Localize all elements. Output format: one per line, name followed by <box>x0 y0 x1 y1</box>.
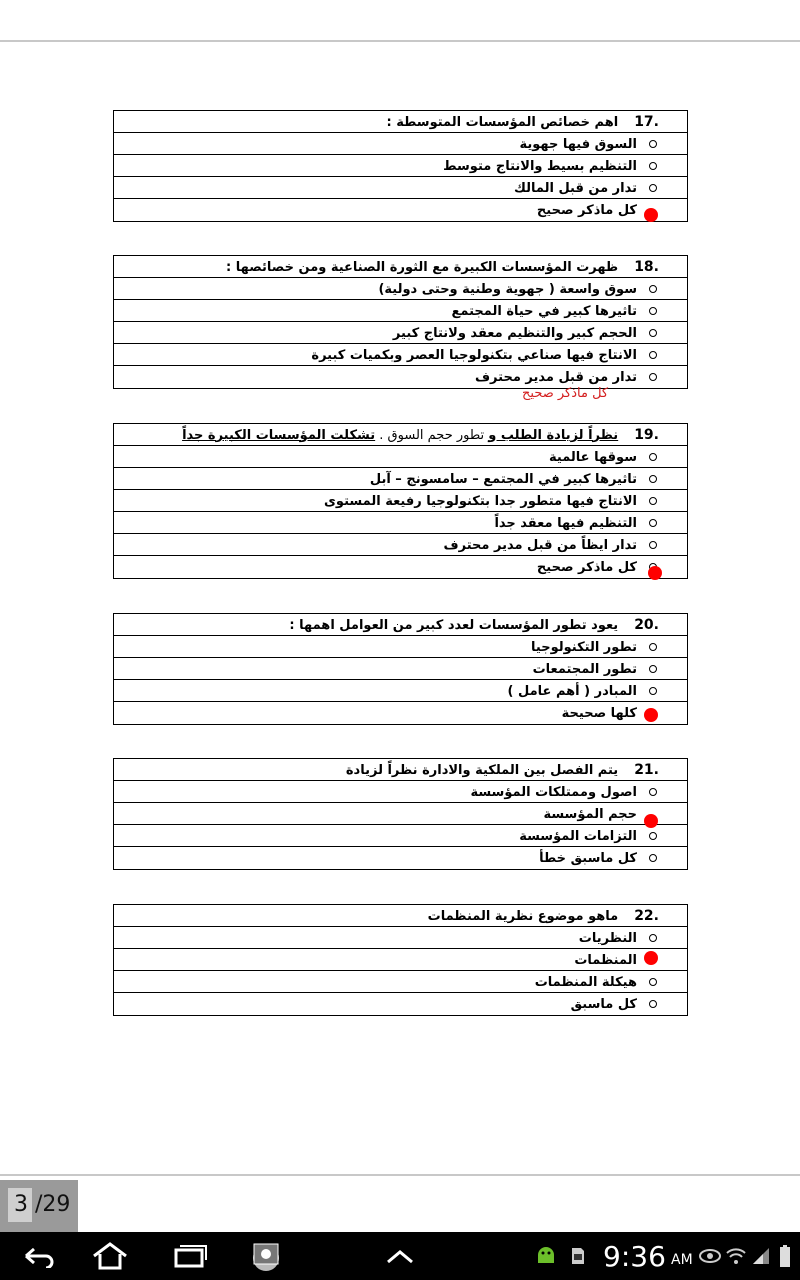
question-19-table <box>113 423 688 579</box>
wifi-icon <box>724 1244 748 1268</box>
option-text: المنظمات <box>574 952 637 968</box>
option-text: هيكلة المنظمات <box>534 974 637 990</box>
answer-mark-icon <box>644 951 658 965</box>
question-text: يعود تطور المؤسسات لعدد كبير من العوامل اهمها : <box>289 617 619 633</box>
answer-mark-icon <box>644 708 658 722</box>
option-bullet-icon <box>649 643 657 651</box>
option-text: التنظيم بسيط والانتاج متوسط <box>443 158 637 174</box>
system-navigation-bar <box>0 1232 800 1280</box>
question-18-table <box>113 255 688 389</box>
option-bullet-icon <box>649 1000 657 1008</box>
option-text: اصول وممتلكات المؤسسة <box>470 784 637 800</box>
option-text: سوق واسعة ( جهوية وطنية وحتى دولية) <box>378 281 637 297</box>
option-text: النظريات <box>578 930 637 946</box>
question-text: يتم الفصل بين الملكية والادارة نظراً لزيادة <box>345 762 619 778</box>
option-text: الانتاج فيها متطور جدا بتكنولوجيا رفيعة المستوى <box>324 493 637 509</box>
option-text: المبادر ( أهم عامل ) <box>507 683 637 699</box>
question-text: ماهو موضوع نظرية المنظمات <box>427 908 619 924</box>
answer-mark-icon <box>648 566 662 580</box>
question-number: 18. <box>634 259 659 275</box>
question-text: ظهرت المؤسسات الكبيرة مع الثورة الصناعية ومن خصائصها : <box>226 259 619 275</box>
question-22-table <box>113 904 688 1016</box>
question-number: 22. <box>634 908 659 924</box>
option-text: كل ماذكر صحيح <box>536 559 637 575</box>
option-text: السوق فيها جهوية <box>519 136 637 152</box>
option-bullet-icon <box>649 788 657 796</box>
clock-time: 9:36 <box>603 1240 666 1273</box>
option-text: تدار ايظاً من قبل مدير محترف <box>443 537 637 553</box>
option-bullet-icon <box>649 687 657 695</box>
option-bullet-icon <box>649 184 657 192</box>
question-text-part: نظراً لزيادة الطلب و <box>488 427 619 443</box>
option-bullet-icon <box>649 373 657 381</box>
back-icon[interactable] <box>16 1240 60 1272</box>
android-icon <box>534 1244 558 1268</box>
screenshot-icon[interactable] <box>244 1240 288 1272</box>
option-text: تدار من قبل المالك <box>514 180 637 196</box>
option-bullet-icon <box>649 541 657 549</box>
option-bullet-icon <box>649 978 657 986</box>
question-text: اهم خصائص المؤسسات المتوسطة : <box>386 114 619 130</box>
option-bullet-icon <box>649 832 657 840</box>
page-indicator-bar <box>0 1174 800 1232</box>
option-bullet-icon <box>649 307 657 315</box>
option-text: كل ماسبق خطأ <box>539 850 637 866</box>
battery-icon <box>776 1244 794 1268</box>
page-indicator[interactable] <box>0 1180 78 1232</box>
up-arrow-icon[interactable] <box>378 1240 422 1272</box>
question-number: 20. <box>634 617 659 633</box>
option-text: تاثيرها كبير في حياة المجتمع <box>451 303 637 319</box>
answer-note: كل ماذكر صحيح <box>522 386 609 401</box>
question-text-part: تطور حجم السوق . <box>375 427 489 443</box>
question-number: 21. <box>634 762 659 778</box>
option-bullet-icon <box>649 497 657 505</box>
option-text: كل ماذكر صحيح <box>536 202 637 218</box>
sd-card-icon <box>568 1244 588 1268</box>
option-bullet-icon <box>649 934 657 942</box>
option-bullet-icon <box>649 162 657 170</box>
option-bullet-icon <box>649 285 657 293</box>
option-text: كلها صحيحة <box>561 705 637 721</box>
option-text: تدار من قبل مدير محترف <box>474 369 637 385</box>
option-bullet-icon <box>649 665 657 673</box>
option-bullet-icon <box>649 453 657 461</box>
eye-icon <box>698 1244 722 1268</box>
question-number: 17. <box>634 114 659 130</box>
clock-ampm: AM <box>671 1252 693 1268</box>
option-bullet-icon <box>649 329 657 337</box>
question-21-table <box>113 758 688 870</box>
option-bullet-icon <box>649 140 657 148</box>
option-text: تطور المجتمعات <box>532 661 637 677</box>
question-17-table <box>113 110 688 222</box>
home-icon[interactable] <box>88 1240 132 1272</box>
option-bullet-icon <box>649 351 657 359</box>
option-text: تاثيرها كبير في المجتمع – سامسونج – آبل <box>369 471 637 487</box>
total-pages: /29 <box>35 1192 71 1217</box>
option-text: الحجم كبير والتنظيم معقد ولانتاج كبير <box>392 325 637 341</box>
option-text: الانتاج فيها صناعي بتكنولوجيا العصر وبكميات كبيرة <box>311 347 637 363</box>
option-bullet-icon <box>649 854 657 862</box>
option-text: التنظيم فيها معقد جداً <box>494 515 637 531</box>
option-text: كل ماسبق <box>570 996 637 1012</box>
question-text-part: تشكلت المؤسسات الكبيرة جداً <box>182 427 376 443</box>
option-text: التزامات المؤسسة <box>519 828 637 844</box>
option-bullet-icon <box>649 475 657 483</box>
current-page: 3 <box>14 1192 28 1217</box>
option-text: حجم المؤسسة <box>543 806 637 822</box>
question-20-table <box>113 613 688 725</box>
answer-mark-icon <box>644 814 658 828</box>
answer-mark-icon <box>644 208 658 222</box>
signal-icon <box>750 1244 772 1268</box>
recent-apps-icon[interactable] <box>168 1240 212 1272</box>
option-text: تطور التكنولوجيا <box>531 639 637 655</box>
option-bullet-icon <box>649 519 657 527</box>
document-page[interactable] <box>0 42 800 1174</box>
option-text: سوقها عالمية <box>549 449 637 465</box>
question-number: 19. <box>634 427 659 443</box>
